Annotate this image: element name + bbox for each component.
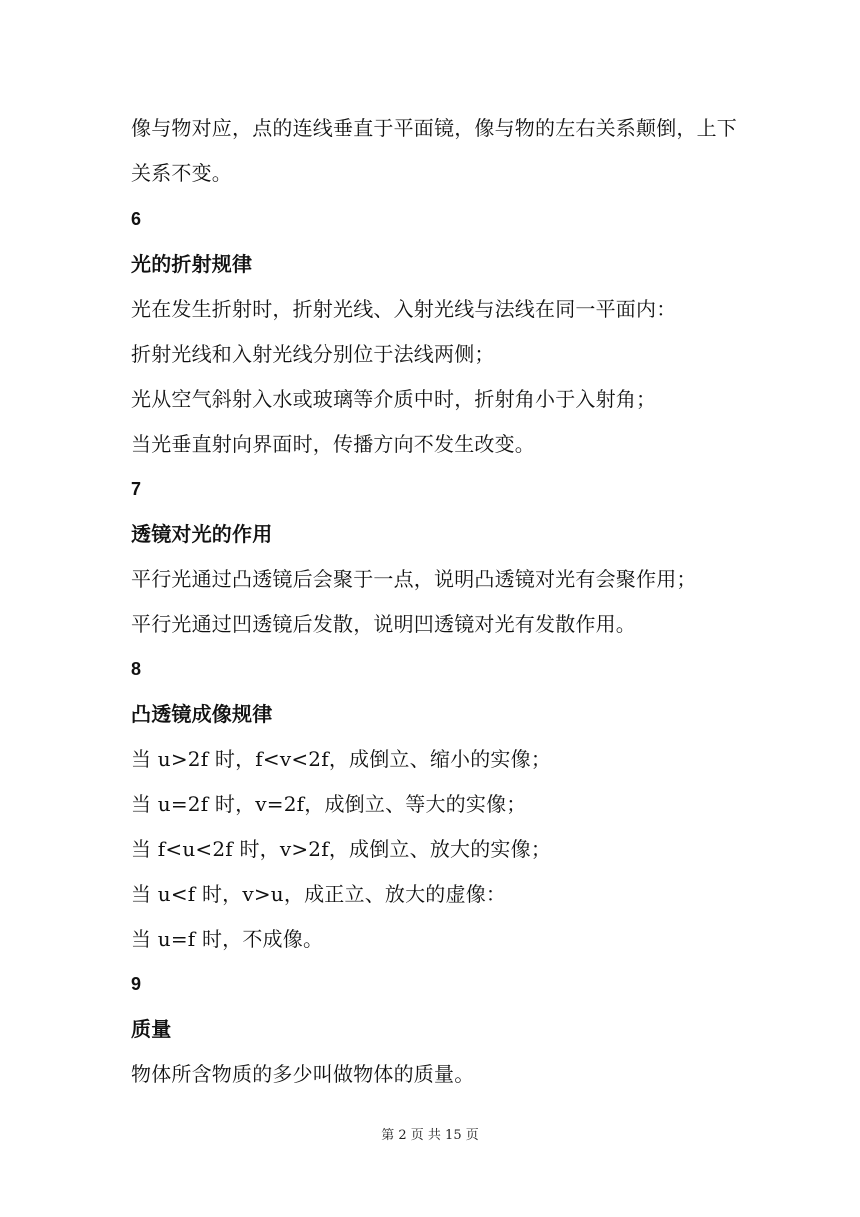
section-title: 凸透镜成像规律	[131, 702, 273, 726]
paragraph-line: 当 f<u<2f 时，v>2f，成倒立、放大的实像；	[131, 837, 552, 861]
paragraph-line: 物体所含物质的多少叫做物体的质量。	[131, 1062, 475, 1086]
paragraph-line: 光在发生折射时，折射光线、入射光线与法线在同一平面内：	[131, 297, 677, 321]
paragraph-line: 像与物对应，点的连线垂直于平面镜，像与物的左右关系颠倒，上下	[131, 116, 737, 140]
paragraph-line: 当 u<f 时，v>u，成正立、放大的虚像：	[131, 882, 507, 906]
page-footer: 第 2 页 共 15 页	[381, 1128, 479, 1143]
section-title: 光的折射规律	[131, 252, 253, 276]
section-number: 9	[131, 974, 142, 994]
paragraph-line: 平行光通过凸透镜后会聚于一点，说明凸透镜对光有会聚作用；	[131, 567, 697, 591]
section-title: 质量	[131, 1017, 172, 1041]
paragraph-line: 当 u=2f 时，v=2f，成倒立、等大的实像；	[131, 792, 527, 816]
paragraph-line: 当光垂直射向界面时，传播方向不发生改变。	[131, 432, 535, 456]
paragraph-line: 关系不变。	[131, 161, 232, 185]
paragraph-line: 当 u>2f 时，f<v<2f，成倒立、缩小的实像；	[131, 747, 552, 771]
paragraph-line: 当 u=f 时，不成像。	[131, 927, 324, 951]
paragraph-line: 平行光通过凹透镜后发散，说明凹透镜对光有发散作用。	[131, 612, 636, 636]
section-title: 透镜对光的作用	[131, 522, 273, 546]
section-number: 6	[131, 209, 142, 229]
paragraph-line: 折射光线和入射光线分别位于法线两侧；	[131, 342, 495, 366]
section-number: 8	[131, 659, 142, 679]
paragraph-line: 光从空气斜射入水或玻璃等介质中时，折射角小于入射角；	[131, 387, 657, 411]
section-number: 7	[131, 479, 142, 499]
